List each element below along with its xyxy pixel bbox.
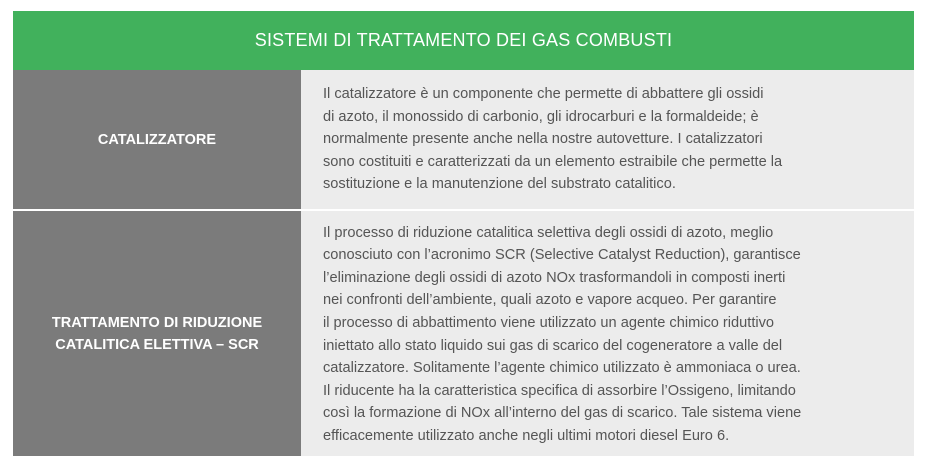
table-title: SISTEMI DI TRATTAMENTO DEI GAS COMBUSTI xyxy=(13,11,914,70)
table-row xyxy=(13,70,914,209)
row-label-text: TRATTAMENTO DI RIDUZIONE CATALITICA ELETTIVA – SCR xyxy=(51,314,263,353)
row-label-catalizzatore xyxy=(13,70,301,209)
gas-treatment-table xyxy=(13,11,914,456)
row-description-text: Il processo di riduzione catalitica selettiva degli ossidi di azoto, meglio conosciuto con l’acronimo SCR (Selective Catalyst Reduction), garantisce l’eliminazione degli ossidi di azoto NOx trasformandoli in composti inerti nei confronti dell’ambiente, quali azoto e vapore acqueo. Per garantire il processo di abbattimento viene utilizzato un agente chimico riduttivo iniettato allo stato liquido sui gas di scarico del cogeneratore a valle del catalizzatore. Solitamente l’agente chimico utilizzato è ammoniaca o urea. Il riducente ha la caratteristica specifica di assorbire l’Ossigeno, limitando così la formazione di NOx all’interno del gas di scarico. Tale sistema viene efficacemente utilizzato anche negli ultimi motori diesel Euro 6. xyxy=(323,224,802,444)
row-description-text: Il catalizzatore è un componente che permette di abbattere gli ossidi di azoto, il monossido di carbonio, gli idrocarburi e la formaldeide; è normalmente presente anche nella nostre autovetture. I catalizzatori sono costituiti e caratterizzati da un elemento estraibile che permette la sostituzione e la manutenzione del substrato catalitico. xyxy=(323,86,783,193)
row-label-scr xyxy=(13,211,301,456)
row-description-catalizzatore xyxy=(301,70,914,209)
row-description-scr xyxy=(301,211,914,456)
table-row xyxy=(13,211,914,456)
row-label-text: CATALIZZATORE xyxy=(97,131,217,148)
